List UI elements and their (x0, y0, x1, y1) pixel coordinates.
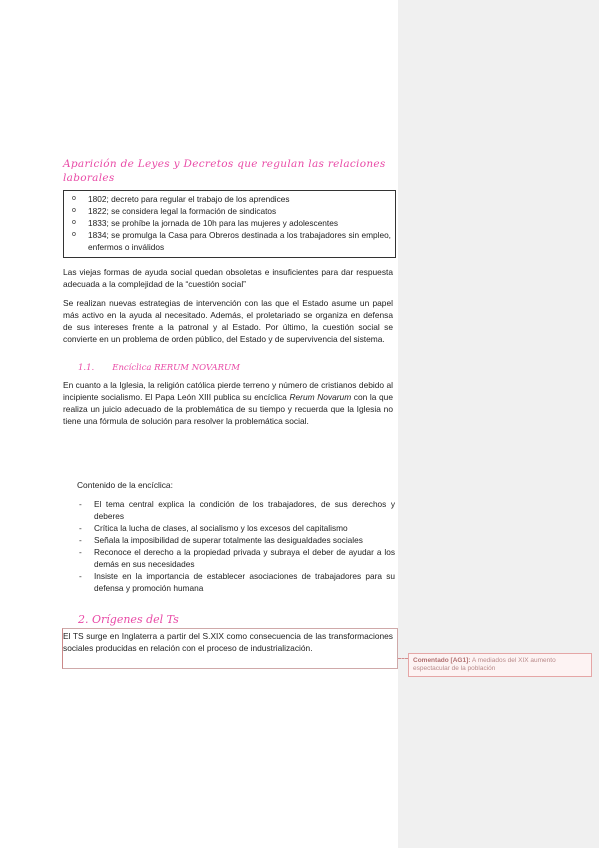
list-item: o 1802; decreto para regular el trabajo de los aprendices (72, 194, 290, 204)
list-item: o 1833; se prohíbe la jornada de 10h para las mujeres y adolescentes (72, 218, 338, 228)
list-item: o 1834; se promulga la Casa para Obreros destinada a los trabajadores sin empleo, enfermos o inválidos (72, 230, 391, 252)
comment-balloon[interactable] (408, 653, 592, 677)
subsection-heading (78, 363, 240, 373)
comments-margin-pane (398, 0, 599, 848)
encyclical-list (79, 498, 395, 594)
comment-label: Comentado [AG1]: (413, 657, 471, 664)
section2-title: Orígenes del Ts (92, 613, 179, 626)
comment-text: A mediados del XIX aumento espectacular de la población (413, 657, 556, 672)
subsection-number: 1.1. (78, 363, 95, 373)
paragraph-ts-origins: El TS surge en Inglaterra a partir del S.XIX como consecuencia de las transformaciones sociales producidas en relación con el proceso de industrialización. (63, 631, 393, 653)
section2-heading (78, 613, 179, 626)
laws-list (64, 191, 395, 253)
list-item: - El tema central explica la condición de los trabajadores, de sus derechos y deberes (79, 499, 395, 521)
paragraph-church: En cuanto a la Iglesia, la religión católica pierde terreno y número de cristianos debido al incipiente socialismo. El Papa León XIII publica su encíclica Rerum Novarum con la que realiza un juicio adecuado de la problemática de su tiempo y recuerda que la Iglesia no tiene una fórmula de solución para resolver la problemática social. (63, 380, 393, 426)
list-item: - Insiste en la importancia de establecer asociaciones de trabajadores para su defensa y promoción humana (79, 571, 395, 593)
list-item: - Crítica la lucha de clases, al socialismo y los excesos del capitalismo (79, 523, 348, 533)
list-item: - Señala la imposibilidad de superar totalmente las desigualdades sociales (79, 535, 363, 545)
encyclical-contents-label: Contenido de la encíclica: (77, 480, 173, 490)
list-item: o 1822; se considera legal la formación de sindicatos (72, 206, 277, 216)
paragraph-new-strategies: Se realizan nuevas estrategias de intervención con las que el Estado asume un papel más activo en la ayuda al necesitado. Además, el proletariado se organiza en defensa de sus intereses frente a la patronal y al Estado. Por último, la cuestión social se convierte en un problema de orden público, del Estado y de supervivencia del sistema. (63, 298, 393, 344)
subsection-title: Encíclica RERUM NOVARUM (112, 363, 240, 373)
laws-box (63, 190, 396, 258)
section2-number: 2. (78, 613, 89, 626)
list-item: - Reconoce el derecho a la propiedad privada y subraya el deber de ayudar a los demás en sus necesidades (79, 547, 395, 569)
paragraph-obsolete-aid: Las viejas formas de ayuda social quedan obsoletas e insuficientes para dar respuesta adecuada a la complejidad de la “cuestión social” (63, 267, 393, 289)
comment-connector (398, 658, 408, 659)
section-heading: Aparición de Leyes y Decretos que regulan las relaciones laborales (63, 158, 386, 184)
